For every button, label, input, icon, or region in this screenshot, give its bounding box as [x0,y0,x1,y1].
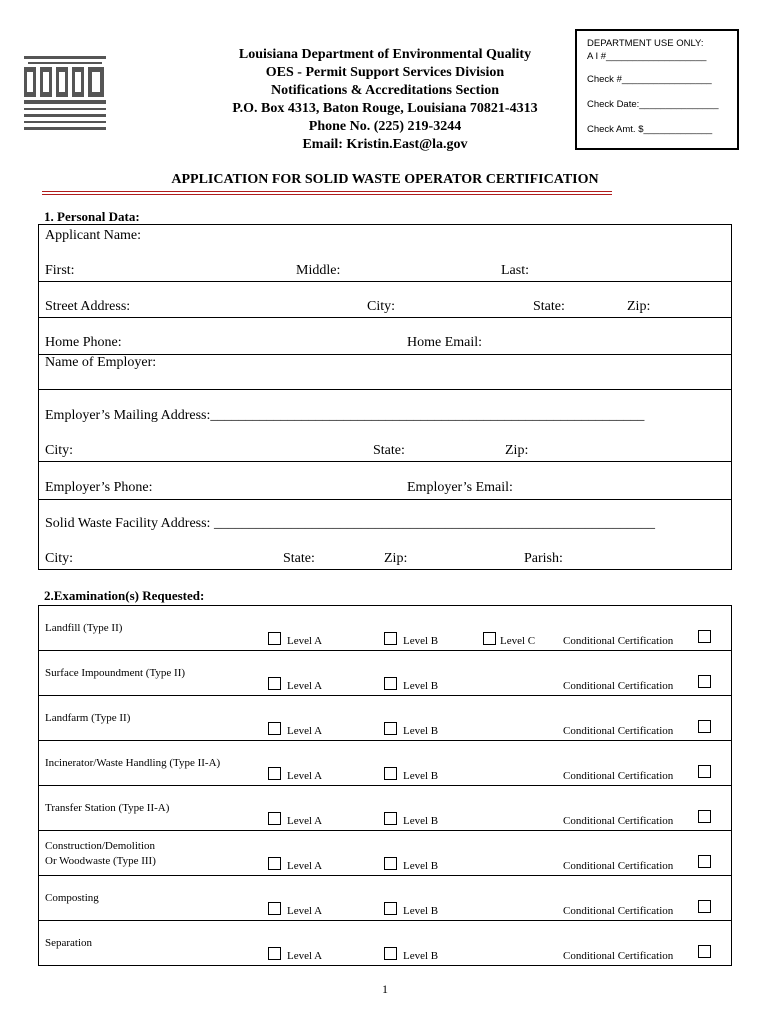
dept-check-amt-field[interactable]: Check Amt. $_____________ [587,124,713,135]
middle-name-field[interactable]: Middle: [296,263,341,278]
level-a-checkbox[interactable] [268,857,281,870]
level-a-checkbox[interactable] [268,947,281,960]
examinations-box [38,605,732,966]
conditional-certification-checkbox[interactable] [698,675,711,688]
level-b-label: Level B [403,860,439,872]
applicant-name-row [39,225,731,282]
exam-row [39,606,731,651]
level-b-label: Level B [403,635,439,647]
level-b-label: Level B [403,905,439,917]
employer-name-row [39,355,731,390]
exam-row [39,876,731,921]
exam-row [39,831,731,876]
level-a-checkbox[interactable] [268,767,281,780]
personal-data-box [38,224,732,570]
employer-mailing-address-field[interactable]: Employer’s Mailing Address:______________________________________________________________ [45,408,645,423]
department-use-box [575,29,739,150]
header-line-3: Notifications & Accreditations Section [271,83,499,98]
level-a-label: Level A [287,725,323,737]
facility-city-field[interactable]: City: [45,551,74,566]
level-a-checkbox[interactable] [268,722,281,735]
exam-name: Construction/Demolition [45,840,155,852]
employer-zip-field[interactable]: Zip: [505,443,529,458]
level-a-label: Level A [287,950,323,962]
level-b-label: Level B [403,815,439,827]
employer-email-field[interactable]: Employer’s Email: [407,480,513,495]
section-1-heading: 1. Personal Data: [44,209,140,224]
level-a-checkbox[interactable] [268,812,281,825]
header-line-1: Louisiana Department of Environmental Quality [238,47,532,62]
exam-name-line-2: Or Woodwaste (Type III) [45,855,156,867]
facility-address-row [39,500,731,569]
form-title: APPLICATION FOR SOLID WASTE OPERATOR CERTIFICATION [171,172,599,187]
conditional-certification-label: Conditional Certification [563,725,674,737]
exam-name: Composting [45,892,99,904]
address-row [39,282,731,318]
conditional-certification-checkbox[interactable] [698,900,711,913]
conditional-certification-label: Conditional Certification [563,905,674,917]
level-b-checkbox[interactable] [384,722,397,735]
level-b-checkbox[interactable] [384,812,397,825]
conditional-certification-label: Conditional Certification [563,860,674,872]
conditional-certification-label: Conditional Certification [563,635,674,647]
home-email-field[interactable]: Home Email: [407,335,483,350]
employer-address-row [39,390,731,462]
level-a-label: Level A [287,680,323,692]
level-a-checkbox[interactable] [268,902,281,915]
conditional-certification-checkbox[interactable] [698,720,711,733]
exam-name: Separation [45,937,93,949]
employer-name-field[interactable]: Name of Employer: [45,355,157,370]
conditional-certification-checkbox[interactable] [698,855,711,868]
dept-check-date-field[interactable]: Check Date:_______________ [587,99,719,110]
level-b-checkbox[interactable] [384,947,397,960]
level-a-label: Level A [287,905,323,917]
level-b-label: Level B [403,680,439,692]
dept-check-field[interactable]: Check #_________________ [587,74,712,85]
state-field[interactable]: State: [533,299,565,314]
level-b-checkbox[interactable] [384,632,397,645]
header-line-5: Phone No. (225) 219-3244 [308,119,462,134]
facility-address-field[interactable]: Solid Waste Facility Address: _______________________________________________________________ [45,516,655,531]
level-a-label: Level A [287,815,323,827]
header-line-2: OES - Permit Support Services Division [265,65,505,80]
first-name-field[interactable]: First: [45,263,75,278]
level-c-checkbox[interactable] [483,632,496,645]
exam-name: Landfarm (Type II) [45,712,131,724]
agency-header [190,46,580,154]
dept-heading: DEPARTMENT USE ONLY: [587,38,704,49]
header-line-4: P.O. Box 4313, Baton Rouge, Louisiana 70821-4313 [232,101,538,116]
exam-name: Incinerator/Waste Handling (Type II-A) [45,757,221,769]
last-name-field[interactable]: Last: [501,263,529,278]
conditional-certification-label: Conditional Certification [563,815,674,827]
employer-contact-row [39,462,731,500]
ldeq-logo [22,52,108,138]
employer-phone-field[interactable]: Employer’s Phone: [45,480,153,495]
exam-row [39,741,731,786]
conditional-certification-checkbox[interactable] [698,765,711,778]
conditional-certification-checkbox[interactable] [698,630,711,643]
facility-parish-field[interactable]: Parish: [524,551,563,566]
exam-row [39,786,731,831]
conditional-certification-label: Conditional Certification [563,770,674,782]
level-b-label: Level B [403,770,439,782]
level-b-checkbox[interactable] [384,677,397,690]
conditional-certification-checkbox[interactable] [698,810,711,823]
exam-row [39,696,731,741]
exam-row [39,921,731,966]
level-a-label: Level A [287,860,323,872]
page-number: 1 [382,982,388,996]
level-a-label: Level A [287,635,323,647]
level-a-label: Level A [287,770,323,782]
exam-name: Landfill (Type II) [45,622,123,634]
exam-row [39,651,731,696]
title-underline [42,191,612,195]
header-line-6: Email: Kristin.East@la.gov [302,137,468,152]
conditional-certification-checkbox[interactable] [698,945,711,958]
facility-state-field[interactable]: State: [283,551,315,566]
conditional-certification-label: Conditional Certification [563,680,674,692]
exam-name: Surface Impoundment (Type II) [45,667,186,679]
conditional-certification-label: Conditional Certification [563,950,674,962]
applicant-name-label: Applicant Name: [45,228,142,243]
level-c-label: Level C [500,635,536,647]
section-2-heading: 2.Examination(s) Requested: [44,588,205,603]
dept-ai-field[interactable]: A I #___________________ [587,51,707,62]
level-b-label: Level B [403,725,439,737]
facility-zip-field[interactable]: Zip: [384,551,408,566]
employer-city-field[interactable]: City: [45,443,74,458]
level-a-checkbox[interactable] [268,677,281,690]
level-b-checkbox[interactable] [384,857,397,870]
exam-name: Transfer Station (Type II-A) [45,802,170,814]
home-contact-row [39,318,731,355]
city-field[interactable]: City: [367,299,396,314]
level-b-checkbox[interactable] [384,902,397,915]
level-b-label: Level B [403,950,439,962]
home-phone-field[interactable]: Home Phone: [45,335,122,350]
level-b-checkbox[interactable] [384,767,397,780]
street-address-field[interactable]: Street Address: [45,299,131,314]
employer-state-field[interactable]: State: [373,443,405,458]
level-a-checkbox[interactable] [268,632,281,645]
zip-field[interactable]: Zip: [627,299,651,314]
